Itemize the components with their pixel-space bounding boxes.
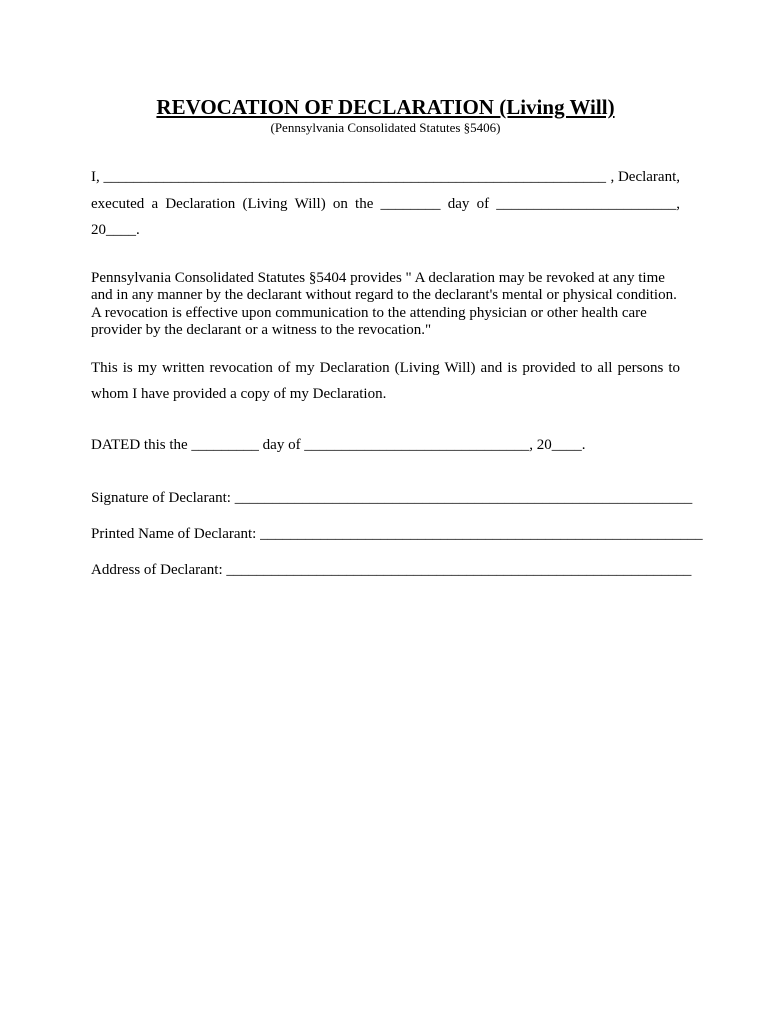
statute-quote: Pennsylvania Consolidated Statutes §5404 provides " A declaration may be revoked at any time and in any manner by the declarant without regard to the declarant's mental or physical condition. A revocation is effective upon communication to the attending physician or other health care provider by the declarant or a witness to the revocation." [91, 269, 677, 339]
declarant-intro [91, 164, 680, 244]
intro-word: of [476, 195, 490, 212]
intro-word: Will) [294, 195, 326, 212]
written-revocation-statement: This is my written revocation of my Declaration (Living Will) and is provided to all persons to whom I have provided a copy of my Declaration. [91, 359, 680, 403]
intro-word: a [151, 195, 159, 212]
intro-word: executed [91, 195, 145, 212]
intro-word: on [332, 195, 348, 212]
executed-month-blank: ________________________, [496, 195, 680, 212]
intro-line-2 [91, 191, 680, 218]
document-subtitle: (Pennsylvania Consolidated Statutes §5406) [270, 120, 501, 135]
intro-word: day [447, 195, 470, 212]
executed-day-blank: ________ [380, 195, 441, 212]
printed-name-line: Printed Name of Declarant: ___________________________________________________________ [91, 525, 703, 542]
executed-year-blank: 20____. [91, 222, 140, 238]
document-title: REVOCATION OF DECLARATION (Living Will) [156, 95, 615, 119]
intro-word: the [355, 195, 374, 212]
dated-line: DATED this the _________ day of ______________________________, 20____. [91, 436, 586, 453]
intro-line-1 [91, 164, 680, 191]
signature-line: Signature of Declarant: _____________________________________________________________ [91, 489, 693, 506]
address-line: Address of Declarant: ______________________________________________________________ [91, 561, 692, 578]
declarant-name-blank: I, ___________________________________________________________________ [91, 169, 606, 185]
declarant-label: , Declarant, [610, 169, 680, 185]
intro-word: (Living [242, 195, 288, 212]
document-body [91, 94, 703, 580]
intro-word: Declaration [165, 195, 236, 212]
